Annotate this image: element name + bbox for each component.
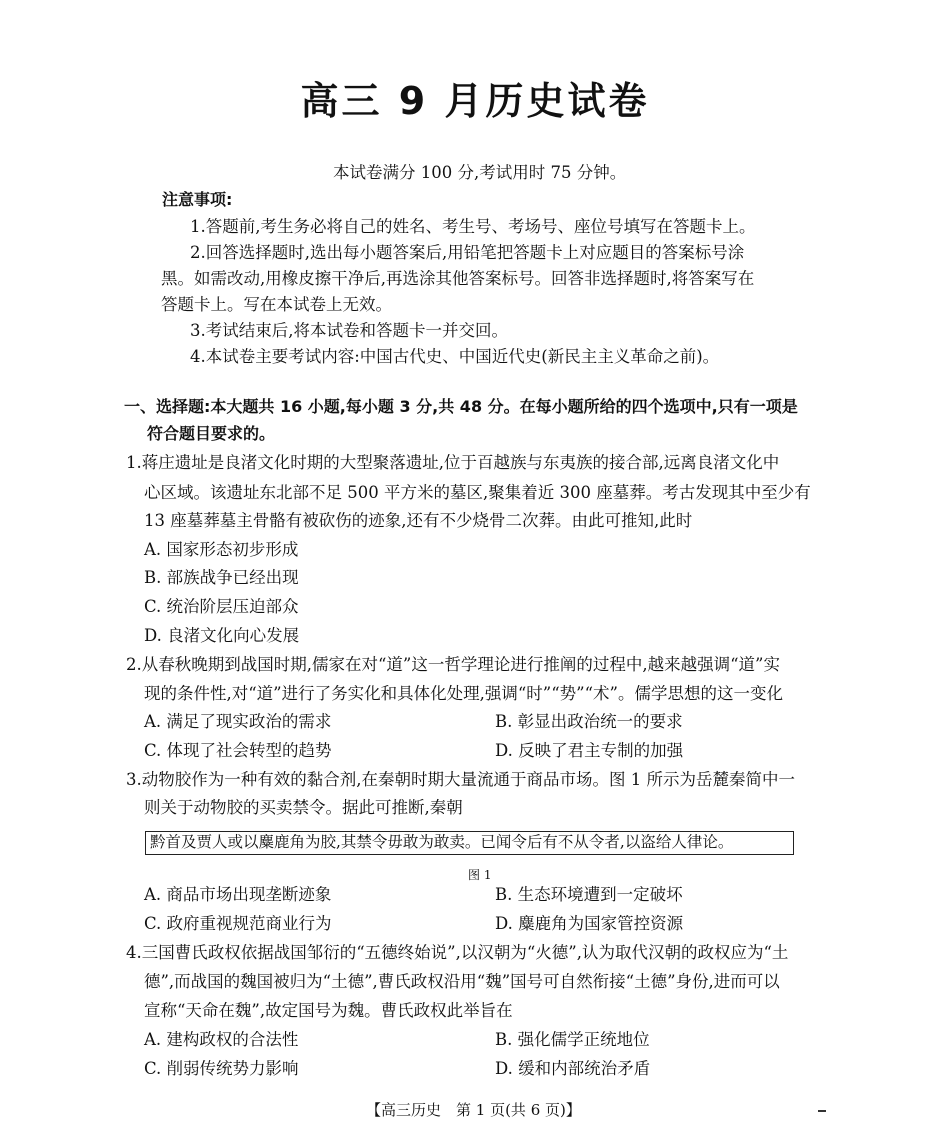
quote-box: 黔首及贾人或以麋鹿角为胶,其禁令毋敢为敢卖。已闻令后有不从令者,以盗给人律论。 xyxy=(145,831,794,855)
notice-item-4: 4.本试卷主要考试内容:中国古代史、中国近代史(新民主主义革命之前)。 xyxy=(190,347,720,366)
question-4-option-b: B. 强化儒学正统地位 xyxy=(495,1030,650,1049)
question-1-option-a: A. 国家形态初步形成 xyxy=(144,540,299,559)
question-2-option-c: C. 体现了社会转型的趋势 xyxy=(144,741,332,760)
question-1-line-2: 心区域。该遗址东北部不足 500 平方米的墓区,聚集着近 300 座墓葬。考古发现其中至少有 xyxy=(144,483,811,502)
question-1-line-3: 13 座墓葬墓主骨骼有被砍伤的迹象,还有不少烧骨二次葬。由此可推知,此时 xyxy=(144,511,693,530)
question-1-option-b: B. 部族战争已经出现 xyxy=(144,568,299,587)
notice-item-2-line-3: 答题卡上。写在本试卷上无效。 xyxy=(161,295,392,314)
section-heading-line-1: 一、选择题:本大题共 16 小题,每小题 3 分,共 48 分。在每小题所给的四个选项中,只有一项是 xyxy=(124,397,798,416)
notice-item-1: 1.答题前,考生务必将自己的姓名、考生号、考场号、座位号填写在答题卡上。 xyxy=(190,217,756,236)
notice-item-2-line-2: 黑。如需改动,用橡皮擦干净后,再选涂其他答案标号。回答非选择题时,将答案写在 xyxy=(161,269,755,288)
notice-heading: 注意事项: xyxy=(162,190,233,209)
question-2-option-d: D. 反映了君主专制的加强 xyxy=(495,741,684,760)
question-4-option-c: C. 削弱传统势力影响 xyxy=(144,1059,299,1078)
question-4-option-d: D. 缓和内部统治矛盾 xyxy=(495,1059,651,1078)
question-1-line-1: 1.蒋庄遗址是良渚文化时期的大型聚落遗址,位于百越族与东夷族的接合部,远离良渚文化中 xyxy=(126,453,780,472)
exam-info: 本试卷满分 100 分,考试用时 75 分钟。 xyxy=(333,163,627,182)
question-4-option-a: A. 建构政权的合法性 xyxy=(144,1030,299,1049)
question-3-option-d: D. 麋鹿角为国家管控资源 xyxy=(495,914,684,933)
question-3-line-1: 3.动物胶作为一种有效的黏合剂,在秦朝时期大量流通于商品市场。图 1 所示为岳麓秦简中一 xyxy=(126,770,795,789)
question-2-option-a: A. 满足了现实政治的需求 xyxy=(144,712,332,731)
exam-title: 高三 9 月历史试卷 xyxy=(300,79,650,123)
question-4-line-1: 4.三国曹氏政权依据战国邹衍的“五德终始说”,以汉朝为“火德”,认为取代汉朝的政权应为“土 xyxy=(126,943,789,962)
question-2-line-1: 2.从春秋晚期到战国时期,儒家在对“道”这一哲学理论进行推阐的过程中,越来越强调“道”实 xyxy=(126,655,780,674)
section-heading-line-2: 符合题目要求的。 xyxy=(147,424,276,443)
figure-label: 图 1 xyxy=(468,868,492,882)
question-4-line-2: 德”,而战国的魏国被归为“土德”,曹氏政权沿用“魏”国号可自然衔接“土德”身份,进而可以 xyxy=(144,972,780,991)
question-4-line-3: 宣称“天命在魏”,故定国号为魏。曹氏政权此举旨在 xyxy=(144,1001,513,1020)
question-3-option-c: C. 政府重视规范商业行为 xyxy=(144,914,332,933)
question-3-line-2: 则关于动物胶的买卖禁令。据此可推断,秦朝 xyxy=(144,798,463,817)
question-2-line-2: 现的条件性,对“道”进行了务实化和具体化处理,强调“时”“势”“术”。儒学思想的这一变化 xyxy=(144,684,783,703)
page-footer: 【高三历史 第 1 页(共 6 页)】 xyxy=(366,1101,581,1119)
question-3-option-a: A. 商品市场出现垄断迹象 xyxy=(144,885,332,904)
notice-item-2-line-1: 2.回答选择题时,选出每小题答案后,用铅笔把答题卡上对应题目的答案标号涂 xyxy=(190,243,745,262)
corner-mark xyxy=(818,1110,826,1112)
question-1-option-d: D. 良渚文化向心发展 xyxy=(144,626,300,645)
question-2-option-b: B. 彰显出政治统一的要求 xyxy=(495,712,683,731)
question-3-option-b: B. 生态环境遭到一定破坏 xyxy=(495,885,683,904)
notice-item-3: 3.考试结束后,将本试卷和答题卡一并交回。 xyxy=(190,321,508,340)
question-1-option-c: C. 统治阶层压迫部众 xyxy=(144,597,299,616)
